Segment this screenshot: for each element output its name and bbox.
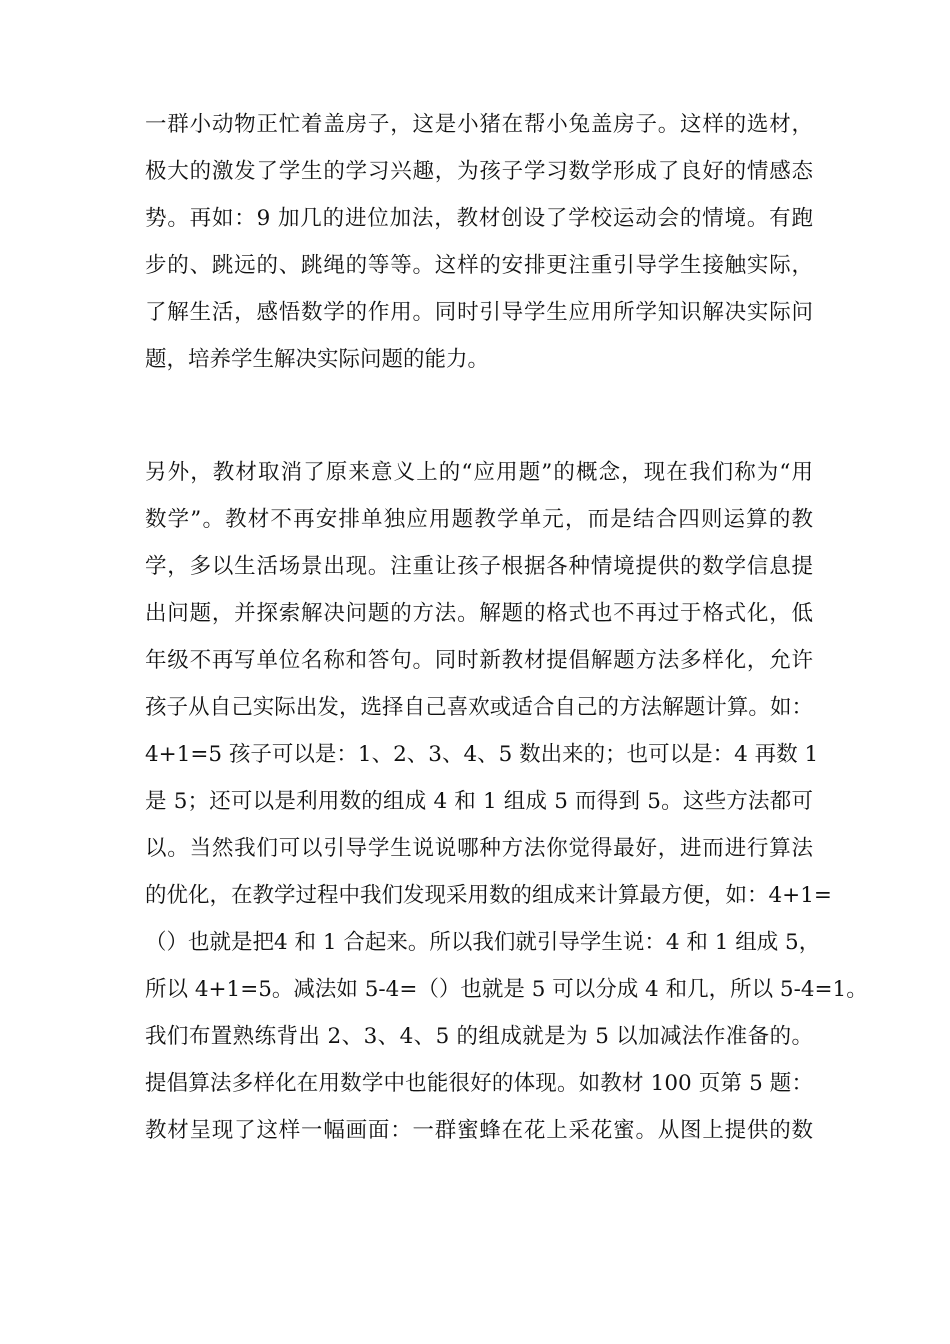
paragraph-line: 提倡算法多样化在用数学中也能很好的体现。如教材 100 页第 5 题：	[145, 1071, 813, 1096]
paragraph-line: 步的、跳远的、跳绳的等等。这样的安排更注重引导学生接触实际，	[145, 253, 813, 278]
paragraph-line: 另外，教材取消了原来意义上的“应用题”的概念，现在我们称为“用	[145, 460, 813, 485]
paragraph-line: 数学”。教材不再安排单独应用题教学单元，而是结合四则运算的教	[145, 507, 813, 532]
paragraph-line: 我们布置熟练背出 2、3、4、5 的组成就是为 5 以加减法作准备的。	[145, 1024, 813, 1049]
paragraph-2	[145, 449, 868, 1154]
paragraph-line: 势。再如：9 加几的进位加法，教材创设了学校运动会的情境。有跑	[145, 206, 813, 231]
paragraph-line: 教材呈现了这样一幅画面：一群蜜蜂在花上采花蜜。从图上提供的数	[145, 1118, 813, 1143]
paragraph-line: 极大的激发了学生的学习兴趣，为孩子学习数学形成了良好的情感态	[145, 159, 813, 184]
paragraph-line: 孩子从自己实际出发，选择自己喜欢或适合自己的方法解题计算。如：	[145, 695, 813, 720]
paragraph-line: 出问题，并探索解决问题的方法。解题的格式也不再过于格式化，低	[145, 601, 813, 626]
paragraph-line: 所以 4+1=5。减法如 5-4=（）也就是 5 可以分成 4 和几，所以 5-4=1。	[145, 977, 868, 1002]
paragraph-line: 4+1=5 孩子可以是：1、2、3、4、5 数出来的；也可以是：4 再数 1	[145, 742, 819, 767]
paragraph-line: 了解生活，感悟数学的作用。同时引导学生应用所学知识解决实际问	[145, 300, 813, 325]
paragraph-line: 年级不再写单位名称和答句。同时新教材提倡解题方法多样化，允许	[145, 648, 813, 673]
paragraph-line: 一群小动物正忙着盖房子，这是小猪在帮小兔盖房子。这样的选材，	[145, 112, 813, 137]
paragraph-line: （）也就是把4 和 1 合起来。所以我们就引导学生说：4 和 1 组成 5，	[145, 930, 821, 955]
paragraph-line: 的优化，在教学过程中我们发现采用数的组成来计算最方便，如：4+1=	[145, 883, 832, 908]
paragraph-line: 学，多以生活场景出现。注重让孩子根据各种情境提供的数学信息提	[145, 554, 813, 579]
paragraph-line: 题，培养学生解决实际问题的能力。	[145, 347, 490, 372]
paragraph-1	[145, 101, 813, 383]
paragraph-line: 是 5；还可以是利用数的组成 4 和 1 组成 5 而得到 5。这些方法都可	[145, 789, 813, 814]
paragraph-line: 以。当然我们可以引导学生说说哪种方法你觉得最好，进而进行算法	[145, 836, 813, 861]
